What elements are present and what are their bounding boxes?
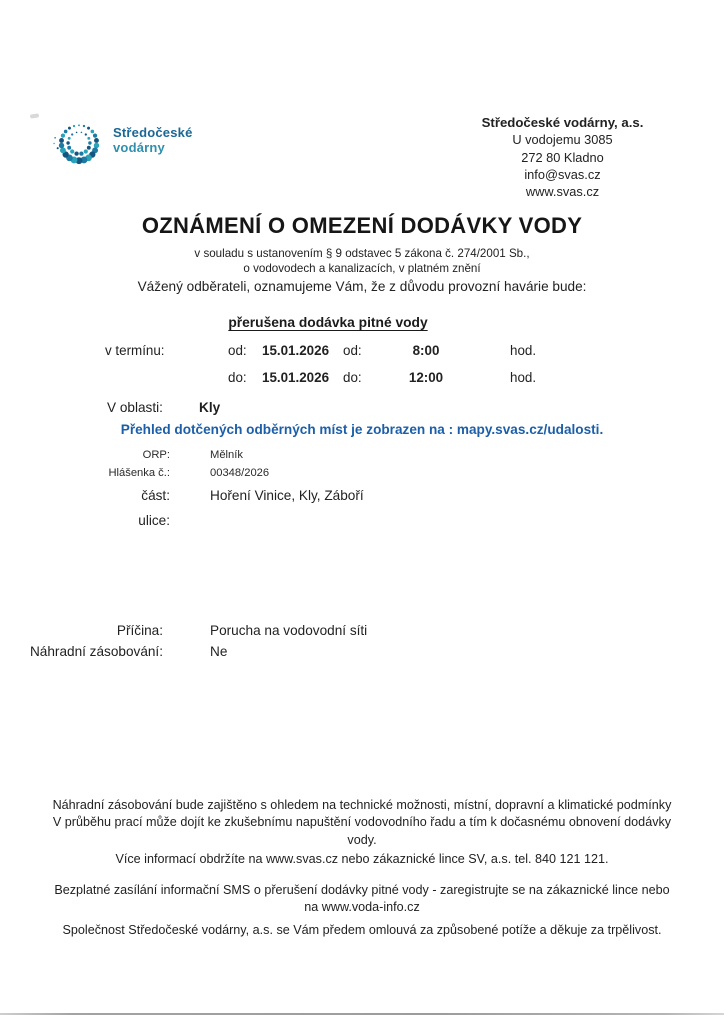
event-heading: přerušena dodávka pitné vody <box>228 315 428 330</box>
logo-wordmark <box>113 125 193 155</box>
term-row-from <box>0 343 724 363</box>
logo-wordmark-line2: vodárny <box>113 140 165 155</box>
alternative-supply-row <box>0 644 724 664</box>
area-value: Kly <box>199 400 221 415</box>
term-from-unit: hod. <box>510 343 537 358</box>
water-dots-logo-icon <box>52 116 106 170</box>
report-number-value: 00348/2026 <box>210 467 270 479</box>
term-to-time-label: do: <box>343 370 362 385</box>
term-to-date: 15.01.2026 <box>262 370 330 385</box>
area-row <box>0 400 724 420</box>
area-label: V oblasti: <box>107 400 163 415</box>
notice-subtitle-line1: v souladu s ustanovením § 9 odstavec 5 zákona č. 274/2001 Sb., <box>194 247 530 260</box>
term-to-date-label: do: <box>228 370 247 385</box>
footer-paragraph-apology: Společnost Středočeské vodárny, a.s. se Vám předem omlouvá za způsobené potíže a děkuje za trpělivost. <box>62 923 662 937</box>
company-website: www.svas.cz <box>525 184 600 200</box>
company-logo <box>52 116 193 170</box>
street-label: ulice: <box>138 513 170 528</box>
logo-wordmark-line1: Středočeské <box>113 125 193 140</box>
scan-edge-line-artifact <box>0 1013 724 1015</box>
orp-value: Mělník <box>210 449 243 461</box>
cause-row <box>0 623 724 643</box>
term-row-to <box>0 370 724 390</box>
company-name: Středočeské vodárny, a.s. <box>481 115 644 130</box>
detail-row-part <box>0 488 724 506</box>
notice-intro: Vážený odběrateli, oznamujeme Vám, že z důvodu provozní havárie bude: <box>137 279 587 294</box>
term-to-unit: hod. <box>510 370 537 385</box>
cause-label: Příčina: <box>116 623 163 638</box>
footer-p1-line1: Náhradní zásobování bude zajištěno s ohledem na technické možnosti, místní, dopravní a klimatické podmínky <box>52 798 672 812</box>
footer-paragraph-more-info: Více informací obdržíte na www.svas.cz nebo zákaznické lince SV, a.s. tel. 840 121 121. <box>115 852 609 866</box>
company-address-block <box>455 114 670 200</box>
notice-subtitle-line2: o vodovodech a kanalizacích, v platném znění <box>243 261 481 275</box>
term-from-date: 15.01.2026 <box>262 343 330 358</box>
term-to-time: 12:00 <box>408 370 444 385</box>
report-number-label: Hlášenka č.: <box>108 467 170 479</box>
term-label: v termínu: <box>105 343 165 358</box>
footer-paragraph-supply-info <box>24 797 700 849</box>
orp-label: ORP: <box>142 449 170 461</box>
company-city: 272 80 Kladno <box>521 149 604 165</box>
notice-subtitle <box>0 247 724 276</box>
company-email: info@svas.cz <box>524 166 601 182</box>
detail-row-report-number <box>0 467 724 485</box>
cause-value: Porucha na vodovodní síti <box>210 623 368 638</box>
detail-row-orp <box>0 449 724 467</box>
map-note: Přehled dotčených odběrných míst je zobrazen na : mapy.svas.cz/udalosti. <box>120 422 604 437</box>
notice-title: OZNÁMENÍ O OMEZENÍ DODÁVKY VODY <box>141 213 583 238</box>
footer-p3-line1: Bezplatné zasílání informační SMS o přerušení dodávky pitné vody - zaregistrujte se na zákaznické lince nebo <box>54 883 670 897</box>
company-street: U vodojemu 3085 <box>512 132 613 148</box>
alternative-supply-value: Ne <box>210 644 228 659</box>
detail-row-street <box>0 513 724 531</box>
term-from-time-label: od: <box>343 343 362 358</box>
part-value: Hoření Vinice, Kly, Záboří <box>210 488 364 503</box>
part-label: část: <box>141 488 170 503</box>
alternative-supply-label: Náhradní zásobování: <box>29 644 163 659</box>
term-from-date-label: od: <box>228 343 247 358</box>
footer-p1-line3: vody. <box>347 832 377 847</box>
footer-paragraph-sms-info <box>24 882 700 917</box>
term-from-time: 8:00 <box>412 343 440 358</box>
scan-smudge-artifact <box>30 113 39 118</box>
footer-p3-line2: na www.voda-info.cz <box>304 900 420 915</box>
footer-p1-line2: V průběhu prací může dojít ke zkušebnímu napuštění vodovodního řadu a tím k dočasnému obnovení dodávky <box>52 815 672 830</box>
